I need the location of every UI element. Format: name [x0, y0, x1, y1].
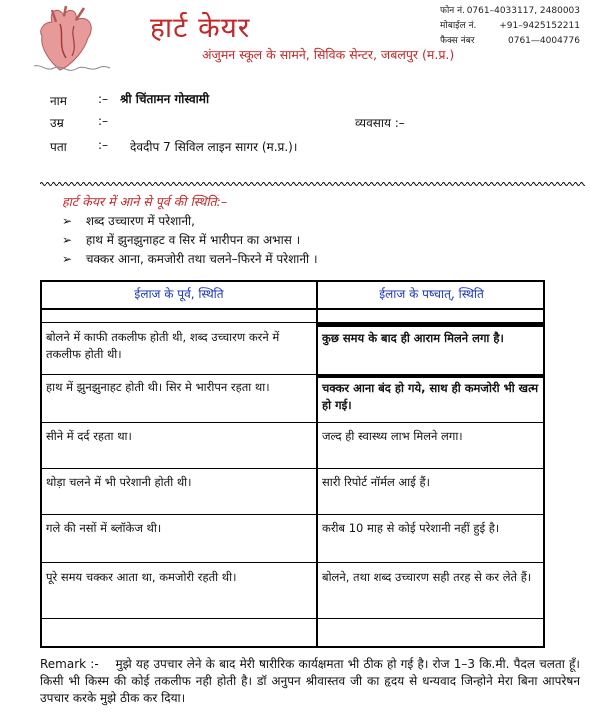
- table-cell-after: चक्कर आना बंद हो गये, साथ ही कमजोरी भी खत्म हो गई।: [322, 381, 539, 412]
- list-item-text: शब्द उच्चारण में परेशानी,: [85, 214, 195, 228]
- list-item: [62, 212, 318, 231]
- list-item-text: चक्कर आना, कमजोरी तथा चलने–फिरने में परेशानी ।: [85, 252, 318, 266]
- list-item: [62, 231, 318, 250]
- occupation-label: व्यवसाय :–: [355, 116, 405, 130]
- arrow-icon: ➢: [62, 214, 73, 228]
- table-cell-before: हाथ में झुनझुनाहट होती थी। सिर मे भारीपन रहता था।: [46, 380, 270, 394]
- table-line: [40, 562, 545, 563]
- address-label: पता: [50, 140, 67, 154]
- arrow-icon: ➢: [62, 233, 73, 247]
- list-item-text: हाथ में झुनझुनाहट व सिर में भारीपन का अभास ।: [85, 233, 301, 247]
- phone-value: 0761–4033117, 2480003: [466, 6, 580, 16]
- table-line: [40, 468, 545, 469]
- table-cell-before: सीने में दर्द रहता था।: [46, 429, 132, 443]
- fax-value: 0761—4004776: [508, 36, 580, 46]
- patient-address: देवदीप 7 सिविल लाइन सागर (म.प्र.)।: [130, 140, 298, 154]
- phone-label: फोन नं.: [440, 6, 465, 16]
- table-cell-after: करीब 10 माह से कोई परेशानी नहीं हुई है।: [322, 521, 500, 535]
- table-line: [40, 618, 545, 619]
- table-cell-before: थोड़ा चलने में भी परेशानी होती थी।: [46, 475, 192, 489]
- column-header-after: ईलाज के पष्चात्, स्थिति: [379, 287, 484, 301]
- remark: [40, 656, 580, 707]
- patient-name: श्री चिंतामन गोस्वामी: [120, 92, 210, 106]
- remark-label: Remark :-: [40, 657, 99, 671]
- clinic-address: अंजुमन स्कूल के सामने, सिविक सेन्टर, जबलपुर (म.प्र.): [202, 47, 455, 62]
- table-thick-line: [316, 322, 545, 327]
- table-column-divider: [316, 280, 318, 648]
- column-header-before: ईलाज के पूर्व, स्थिति: [134, 287, 224, 301]
- table-cell-after: बोलने, तथा शब्द उच्चारण सही तरह से कर लेते हैं।: [322, 570, 532, 584]
- table-cell-after: जल्द ही स्वास्थ्य लाभ मिलने लगा।: [322, 429, 463, 443]
- table-cell-before: गले की नसों में ब्लॉकेज थी।: [46, 521, 162, 535]
- table-thick-line: [316, 374, 545, 378]
- mobile-value: +91–9425152211: [499, 21, 580, 31]
- phone-row: [440, 4, 580, 19]
- clinic-title: हार्ट केयर: [150, 11, 251, 44]
- before-list: [62, 212, 318, 269]
- mobile-label: मोबाईल नं.: [440, 21, 477, 31]
- name-label: नाम: [50, 94, 67, 108]
- wavy-divider: [40, 172, 585, 176]
- age-label: उम्र: [50, 116, 64, 130]
- table-cell-before: पूरे समय चक्कर आता था, कमजोरी रहती थी।: [46, 570, 237, 584]
- heart-logo: [30, 4, 114, 76]
- remark-text: मुझे यह उपचार लेने के बाद मेरी षारीरिक कार्यक्षमता भी ठीक हो गई है। रोज 1–3 कि.मी. पैदल चलता हूँ। किसी भी किस्म की कोई तकलीफ नही होती है। डॉ अनुपन श्रीवास्तव जी का हृदय से धन्यवाद जिन्होने मेरा बिना आपरेषन उपचार करके मुझे ठीक कर दिया।: [40, 657, 580, 705]
- table-header-line: [40, 308, 545, 310]
- table-cell-after: सारी रिपोर्ट नॉर्मल आई हैं।: [322, 475, 430, 489]
- list-item: [62, 250, 318, 269]
- fax-label: फैक्स नंबर: [440, 36, 475, 46]
- table-line: [40, 514, 545, 515]
- address-sep: :–: [98, 138, 109, 152]
- contact-block: [440, 4, 580, 49]
- table-cell-after: कुछ समय के बाद ही आराम मिलने लगा है।: [322, 331, 504, 345]
- before-section-title: हार्ट केयर में आने से पूर्व की स्थिति:–: [62, 194, 228, 209]
- arrow-icon: ➢: [62, 252, 73, 266]
- table-cell-before: बोलने में काफी तकलीफ होती थी, शब्द उच्चारण करने में तकलीफ होती थी।: [46, 330, 280, 361]
- table-line: [40, 422, 545, 423]
- name-sep: :–: [98, 92, 109, 106]
- age-sep: :–: [98, 114, 109, 128]
- fax-row: [440, 34, 580, 49]
- mobile-row: [440, 19, 580, 34]
